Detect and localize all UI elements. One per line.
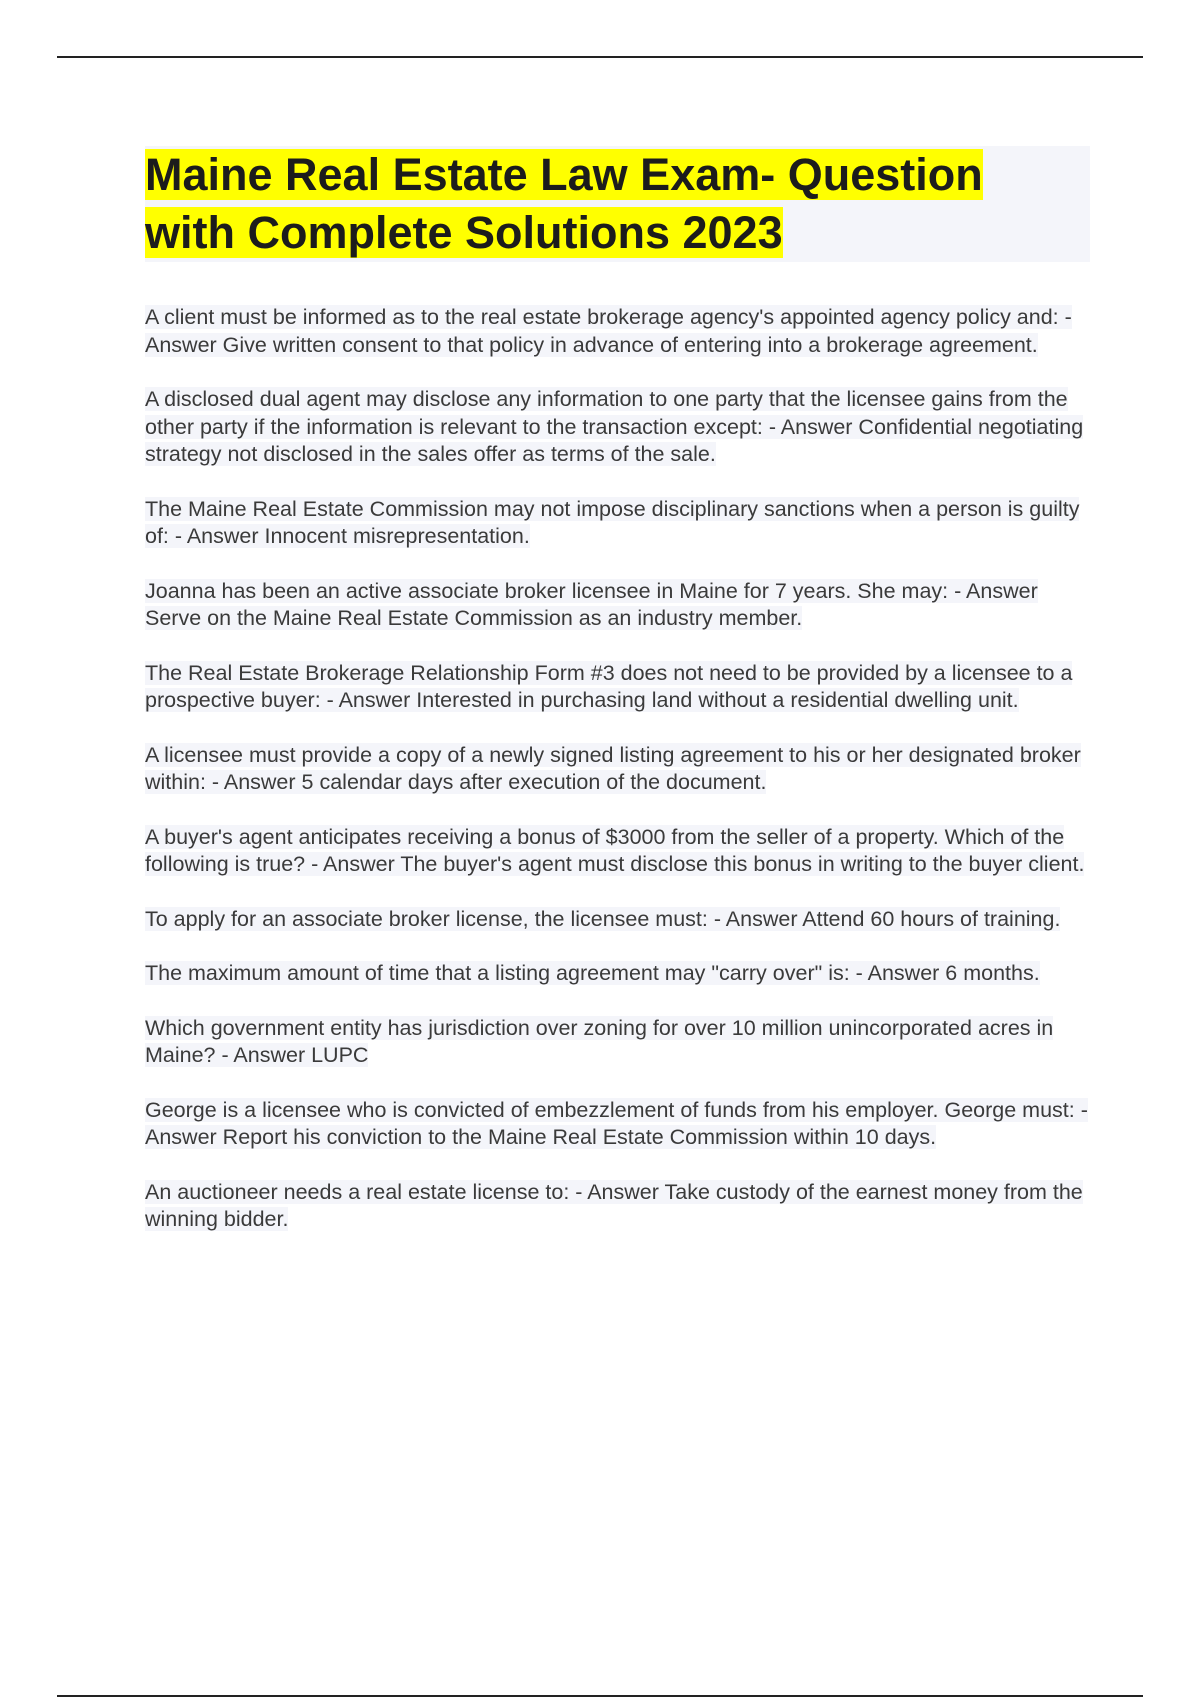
qa-item-1 xyxy=(145,304,1090,359)
qa-item-4 xyxy=(145,578,1090,633)
qa-text: A disclosed dual agent may disclose any information to one party that the licensee gains from the other party if the information is relevant to the transaction except: - Answer Confidential negotiating strategy not disclosed in the sales offer as terms of the sale. xyxy=(145,387,1084,466)
qa-text: The Real Estate Brokerage Relationship Form #3 does not need to be provided by a licensee to a prospective buyer: - Answer Interested in purchasing land without a residential dwelling unit. xyxy=(145,660,1073,712)
title-line-1: Maine Real Estate Law Exam- Question xyxy=(145,149,983,200)
bottom-rule xyxy=(57,1695,1143,1697)
qa-text: A client must be informed as to the real estate brokerage agency's appointed agency policy and: - Answer Give written consent to that policy in advance of entering into a brokerage agreement. xyxy=(145,305,1072,357)
qa-item-2 xyxy=(145,386,1090,469)
qa-item-9 xyxy=(145,960,1090,988)
qa-item-11 xyxy=(145,1097,1090,1152)
qa-text: A buyer's agent anticipates receiving a bonus of $3000 from the seller of a property. Which of the following is true? - Answer The buyer's agent must disclose this bonus in writing to the buyer client. xyxy=(145,824,1085,876)
title-line-2: with Complete Solutions 2023 xyxy=(145,207,783,258)
qa-item-12 xyxy=(145,1179,1090,1234)
qa-text: The Maine Real Estate Commission may not impose disciplinary sanctions when a person is guilty of: - Answer Innocent misrepresentation. xyxy=(145,496,1080,548)
document-body xyxy=(145,146,1090,1261)
qa-text: A licensee must provide a copy of a newly signed listing agreement to his or her designated broker within: - Answer 5 calendar days after execution of the document. xyxy=(145,742,1081,794)
top-rule xyxy=(57,56,1143,58)
qa-item-7 xyxy=(145,824,1090,879)
qa-text: An auctioneer needs a real estate license to: - Answer Take custody of the earnest money from the winning bidder. xyxy=(145,1179,1083,1231)
title-block xyxy=(145,146,1090,262)
qa-item-5 xyxy=(145,660,1090,715)
qa-item-8 xyxy=(145,906,1090,934)
qa-text: To apply for an associate broker license, the licensee must: - Answer Attend 60 hours of training. xyxy=(145,906,1061,931)
qa-text: George is a licensee who is convicted of embezzlement of funds from his employer. George must: - Answer Report his conviction to the Maine Real Estate Commission within 10 days. xyxy=(145,1097,1088,1149)
qa-text: The maximum amount of time that a listing agreement may "carry over" is: - Answer 6 months. xyxy=(145,961,1040,985)
qa-item-6 xyxy=(145,742,1090,797)
qa-item-3 xyxy=(145,496,1090,551)
qa-item-10 xyxy=(145,1015,1090,1070)
document-title xyxy=(145,146,1090,262)
qa-text: Joanna has been an active associate broker licensee in Maine for 7 years. She may: - Answer Serve on the Maine Real Estate Commission as an industry member. xyxy=(145,578,1038,630)
qa-text: Which government entity has jurisdiction over zoning for over 10 million unincorporated acres in Maine? - Answer LUPC xyxy=(145,1015,1054,1067)
